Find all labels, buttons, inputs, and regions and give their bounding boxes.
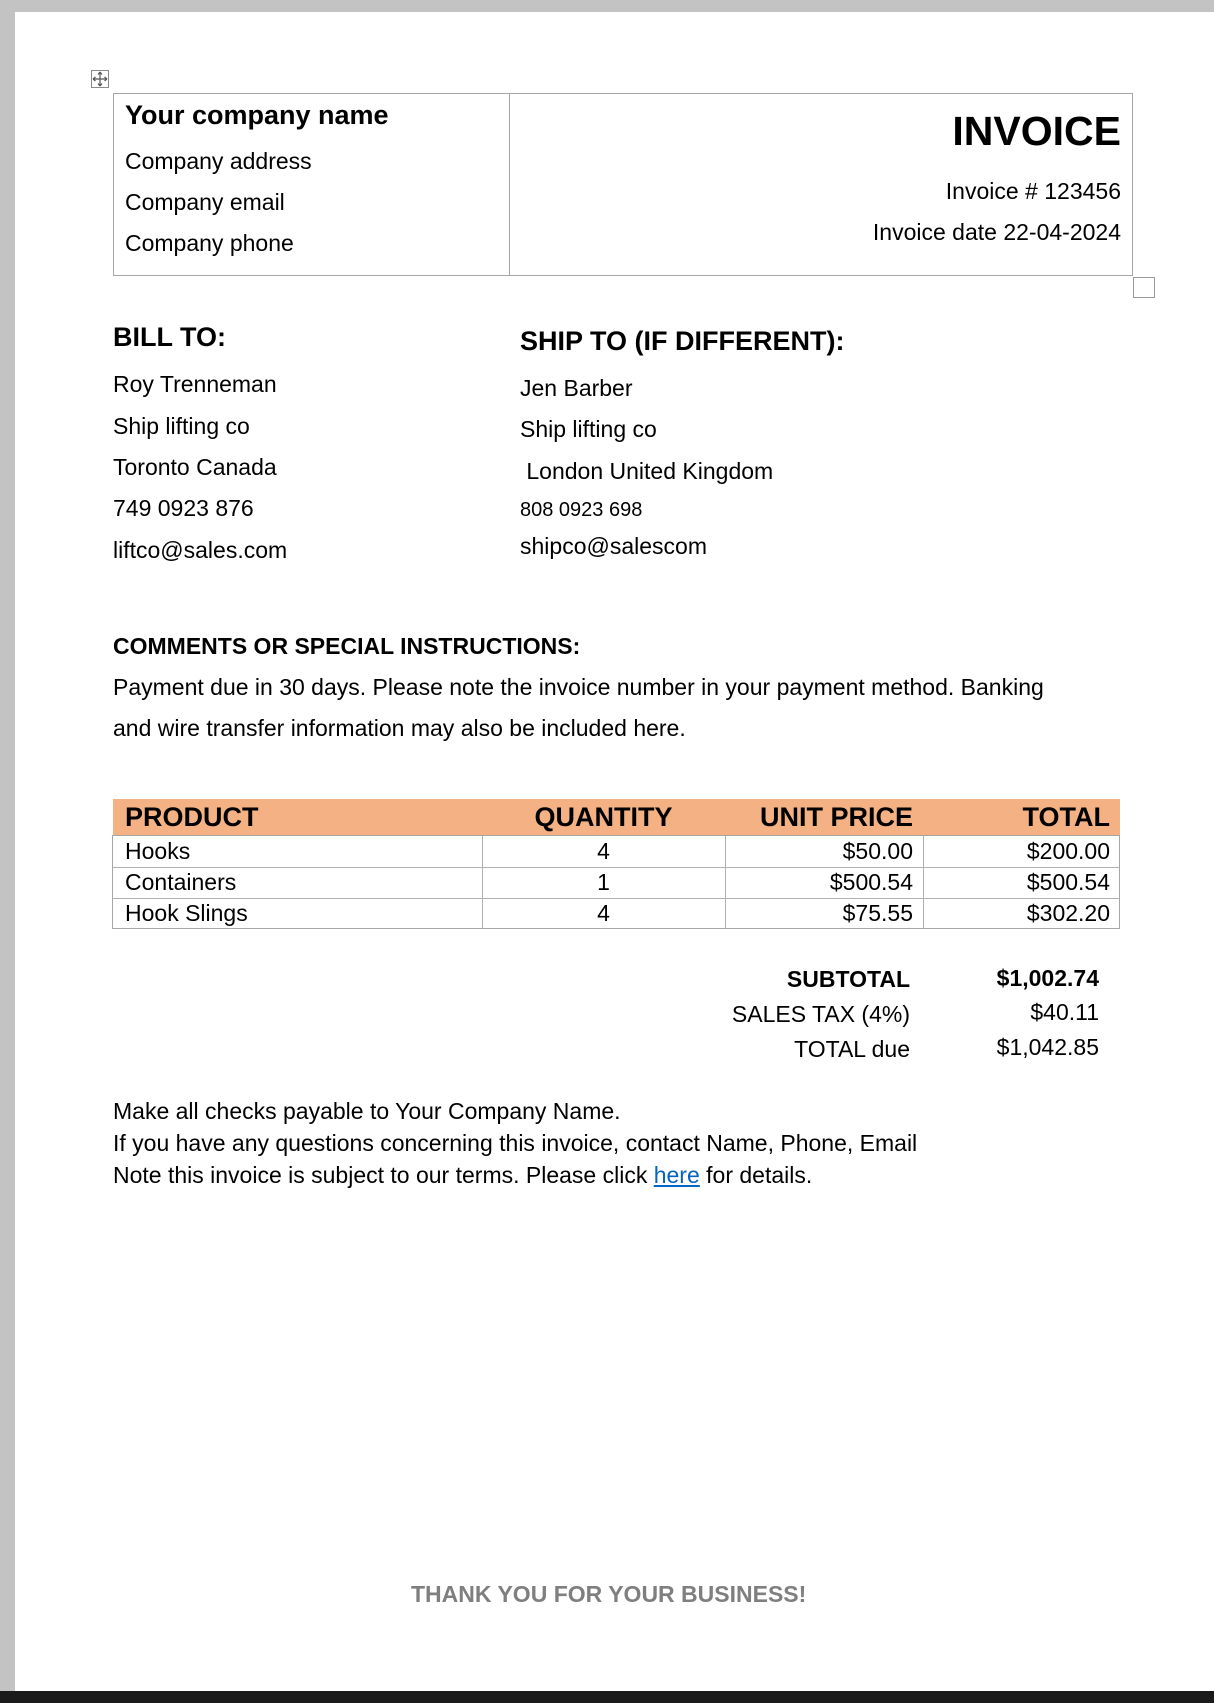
row-total: $302.20 [1026,900,1110,926]
header-product: PRODUCT [125,801,259,832]
comments-heading: COMMENTS OR SPECIAL INSTRUCTIONS: [113,633,581,659]
comments-line-2: and wire transfer information may also be included here. [113,715,686,741]
ship-to-heading: SHIP TO (IF DIFFERENT): [520,326,845,356]
row-total: $500.54 [1026,869,1110,895]
subtotal-value: $1,002.74 [996,965,1099,991]
bill-to-company: Ship lifting co [113,413,250,439]
header-unit-price: UNIT PRICE [759,801,913,832]
company-phone: Company phone [125,230,294,256]
row-quantity: 4 [597,838,610,864]
notes-line-2: If you have any questions concerning this invoice, contact Name, Phone, Email [113,1130,918,1156]
items-table-body [112,835,1120,929]
total-due-value: $1,042.85 [996,1034,1099,1060]
ship-to-phone: 808 0923 698 [520,499,643,521]
ship-to-location: London United Kingdom [520,458,774,484]
header-table [113,93,1133,276]
window-bottom-bar [0,1691,1214,1703]
row-product: Hook Slings [125,900,248,926]
row-product: Containers [125,869,237,895]
row-total: $200.00 [1026,838,1110,864]
row-product: Hooks [125,838,191,864]
terms-link[interactable]: here [653,1162,700,1188]
ship-to-company: Ship lifting co [520,416,657,442]
subtotal-label: SUBTOTAL [786,966,910,992]
invoice-date: Invoice date 22-04-2024 [872,219,1121,245]
bill-to-email: liftco@sales.com [113,537,288,563]
sales-tax-value: $40.11 [1030,999,1099,1025]
company-email: Company email [125,189,285,215]
comments-line-1: Payment due in 30 days. Please note the invoice number in your payment method. Banking [113,674,1044,700]
bill-to-heading: BILL TO: [113,322,226,352]
table-resize-handle[interactable] [1133,277,1155,298]
row-quantity: 4 [597,900,610,926]
table-move-handle-icon[interactable] [91,70,109,88]
row-unit-price: $50.00 [842,838,913,864]
invoice-title: INVOICE [952,108,1121,154]
bill-to-name: Roy Trenneman [113,371,277,397]
total-due-label: TOTAL due [794,1036,910,1062]
row-unit-price: $75.55 [842,900,913,926]
header-total: TOTAL [1022,801,1110,832]
notes-line-3: Note this invoice is subject to our terms. Please click here for details. [113,1162,813,1188]
thank-you-footer: THANK YOU FOR YOUR BUSINESS! [411,1581,807,1607]
table-row [113,898,1119,929]
bill-to-location: Toronto Canada [113,454,277,480]
row-quantity: 1 [597,869,610,895]
company-name: Your company name [125,100,389,130]
table-row [113,836,1119,867]
header-quantity: QUANTITY [534,801,673,832]
invoice-number: Invoice # 123456 [945,178,1121,204]
items-table-header [113,799,1120,835]
ship-to-email: shipco@salescom [520,533,707,559]
ship-to-name: Jen Barber [520,375,633,401]
bill-to-phone: 749 0923 876 [113,495,254,521]
row-unit-price: $500.54 [829,869,913,895]
table-row [113,867,1119,898]
notes-line-1: Make all checks payable to Your Company Name. [113,1098,621,1124]
company-address: Company address [125,148,312,174]
sales-tax-label: SALES TAX (4%) [731,1001,910,1027]
